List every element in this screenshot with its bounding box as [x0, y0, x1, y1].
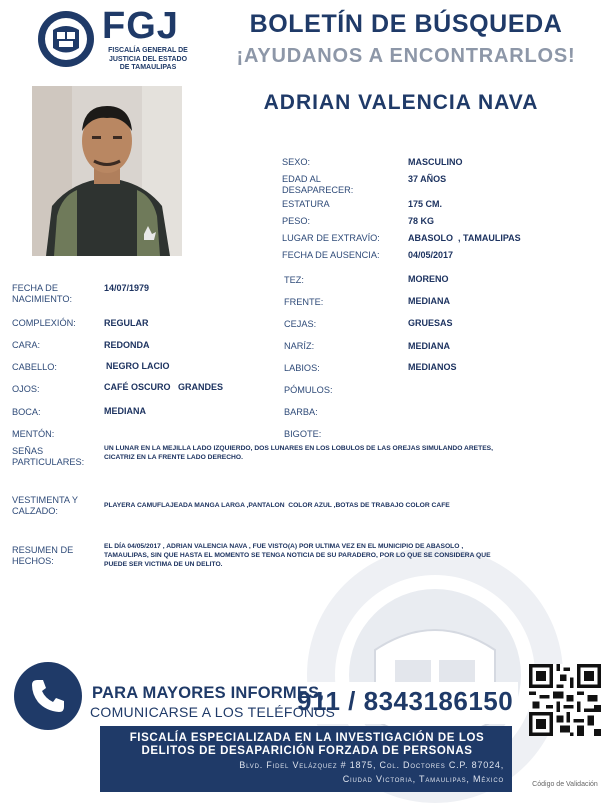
hair-label: CABELLO: — [12, 362, 57, 372]
phone-icon — [28, 676, 68, 716]
face-value: REDONDA — [104, 340, 150, 350]
build-label: COMPLEXIÓN: — [12, 318, 76, 328]
cheekbones-label: PÓMULOS: — [284, 385, 333, 395]
build-value: REGULAR — [104, 318, 149, 328]
summary-value: EL DÍA 04/05/2017 , ADRIAN VALENCIA NAVA , FUE VISTO(A) POR ULTIMA VEZ EN EL MUNICIPIO DE ABASOLO , TAMAULIPAS, SIN QUE HASTA EL MOMENTO SE TENGA NOTICIA DE SU PARADERO, POR LO QUE SE CONSIDERA QUE PUEDE SER VICTIMA DE UN DELITO. — [104, 543, 491, 568]
eyes-label: OJOS: — [12, 384, 40, 394]
phone-badge — [14, 662, 82, 730]
address-line2: Ciudad Victoria, Tamaulipas, México — [342, 774, 504, 784]
informes-line2: COMUNICARSE A LOS TELÉFONOS — [90, 704, 336, 720]
qr-code-icon[interactable] — [529, 664, 601, 736]
eyes-value: CAFÉ OSCURO GRANDES — [104, 382, 224, 392]
forehead-value: MEDIANA — [408, 296, 450, 306]
nose-value: MEDIANA — [408, 341, 450, 351]
marks-label: SEÑAS PARTICULARES: — [12, 446, 85, 467]
hair-value: NEGRO LACIO — [106, 361, 170, 371]
person-photo — [32, 86, 182, 256]
bulletin-subtitle: ¡AYUDANOS A ENCONTRARLOS! — [236, 45, 576, 67]
sex-value: MASCULINO — [408, 157, 463, 167]
qr-label: Código de Validación — [532, 781, 598, 788]
agency-line2: DELITOS DE DESAPARICIÓN FORZADA DE PERSONAS — [141, 745, 473, 757]
sex-label: SEXO: — [282, 157, 311, 167]
face-label: CARA: — [12, 340, 41, 350]
birthdate-label: FECHA DE NACIMIENTO: — [12, 283, 73, 304]
marks-value: UN LUNAR EN LA MEJILLA LADO IZQUIERDO, DOS LUNARES EN LOS LOBULOS DE LAS OREJAS SIMULANDO ARETES, CICATRIZ EN LA FRENTE LADO DERECHO. — [104, 445, 494, 461]
weight-label: PESO: — [282, 216, 311, 226]
state-seal-icon — [36, 10, 96, 68]
agency-line1: FISCALÍA ESPECIALIZADA EN LA INVESTIGACIÓN DE LOS — [129, 732, 485, 744]
clothing-value: PLAYERA CAMUFLAJEADA MANGA LARGA ,PANTALON COLOR AZUL ,BOTAS DE TRABAJO COLOR CAFE — [104, 502, 450, 509]
logo-subtitle: FISCALÍA GENERAL DE JUSTICIA DEL ESTADO DE TAMAULIPAS — [108, 47, 188, 71]
place-value: ABASOLO , TAMAULIPAS — [408, 233, 521, 243]
age-label: EDAD AL DESAPARECER: — [282, 174, 354, 195]
mouth-label: BOCA: — [12, 407, 41, 417]
person-name: ADRIAN VALENCIA NAVA — [263, 91, 539, 114]
lips-label: LABIOS: — [284, 363, 320, 373]
age-value: 37 AÑOS — [408, 174, 447, 184]
skin-label: TEZ: — [284, 275, 304, 285]
chin-label: MENTÓN: — [12, 429, 55, 439]
eyebrows-value: GRUESAS — [408, 318, 453, 328]
clothing-label: VESTIMENTA Y CALZADO: — [12, 495, 79, 516]
address-line1: Blvd. Fidel Velázquez # 1875, Col. Doctores C.P. 87024, — [239, 760, 504, 770]
mustache-label: BIGOTE: — [284, 429, 322, 439]
place-label: LUGAR DE EXTRAVÍO: — [282, 233, 380, 243]
weight-value: 78 KG — [408, 216, 435, 226]
height-value: 175 CM. — [408, 199, 443, 209]
bulletin-title: BOLETÍN DE BÚSQUEDA — [249, 10, 563, 38]
mouth-value: MEDIANA — [104, 406, 146, 416]
summary-label: RESUMEN DE HECHOS: — [12, 545, 74, 566]
absence-date-label: FECHA DE AUSENCIA: — [282, 250, 380, 260]
informes-line1: PARA MAYORES INFORMES, — [92, 684, 325, 702]
skin-value: MORENO — [408, 274, 449, 284]
height-label: ESTATURA — [282, 199, 330, 209]
eyebrows-label: CEJAS: — [284, 319, 317, 329]
birthdate-value: 14/07/1979 — [104, 283, 150, 293]
beard-label: BARBA: — [284, 407, 318, 417]
phone-number[interactable]: 911 / 8343186150 — [297, 686, 514, 716]
lips-value: MEDIANOS — [408, 362, 457, 372]
nose-label: NARÍZ: — [284, 341, 315, 351]
absence-date-value: 04/05/2017 — [408, 250, 454, 260]
forehead-label: FRENTE: — [284, 297, 324, 307]
logo-text: FGJ — [102, 5, 179, 47]
